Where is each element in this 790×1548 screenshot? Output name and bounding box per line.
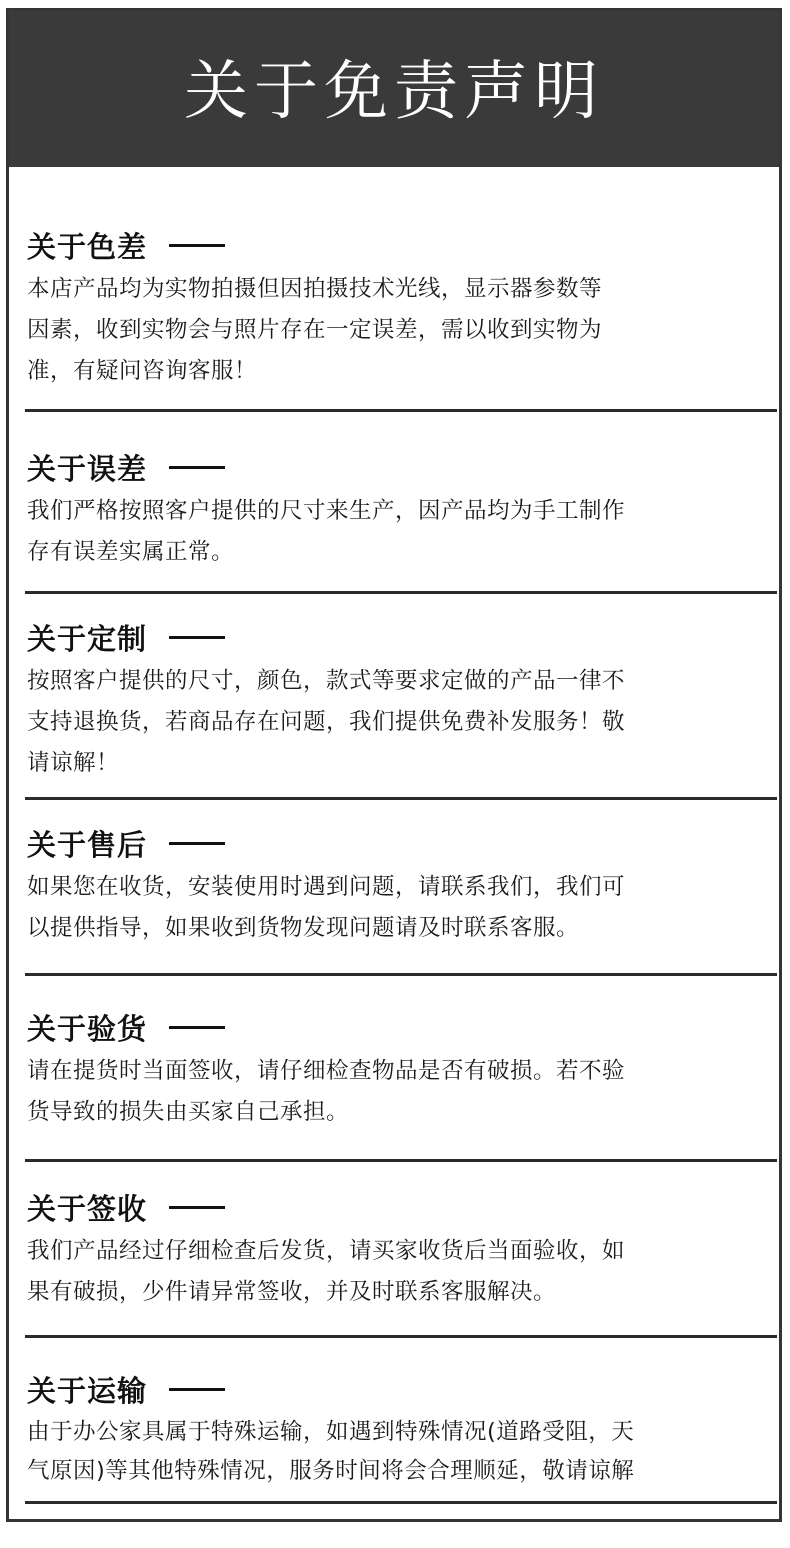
heading-dash: [169, 636, 225, 639]
heading-dash: [169, 1206, 225, 1209]
section-title: 关于签收: [27, 1191, 148, 1226]
section-body: 由于办公家具属于特殊运输，如遇到特殊情况(道路受阻，天 气原因)等其他特殊情况，服务时间将会合理顺延，敬请谅解: [27, 1419, 635, 1484]
section-title: 关于运输: [27, 1373, 148, 1408]
section-size-tolerance: [27, 447, 777, 573]
section-heading: [27, 225, 777, 265]
section-receipt: [27, 1187, 777, 1313]
section-heading: [27, 1007, 777, 1047]
section-divider: [25, 409, 777, 412]
section-divider: [25, 1159, 777, 1162]
section-heading: [27, 447, 777, 487]
section-divider: [25, 591, 777, 594]
heading-dash: [169, 1026, 225, 1029]
section-shipping: [27, 1369, 777, 1491]
section-body: 我们严格按照客户提供的尺寸来生产，因产品均为手工制作 存有误差实属正常。: [27, 498, 626, 565]
section-heading: [27, 617, 777, 657]
section-divider: [25, 1501, 777, 1504]
section-divider: [25, 1335, 777, 1338]
section-title: 关于误差: [27, 451, 148, 486]
section-body: 本店产品均为实物拍摄但因拍摄技术光线，显示器参数等 因素，收到实物会与照片存在一定误差，需以收到实物为 准，有疑问咨询客服！: [27, 276, 603, 384]
page-title: 关于免责声明: [184, 55, 604, 129]
heading-dash: [169, 842, 225, 845]
section-divider: [25, 973, 777, 976]
section-divider: [25, 797, 777, 800]
header-banner: [9, 11, 779, 167]
section-heading: [27, 1369, 777, 1409]
section-customization: [27, 617, 777, 784]
section-after-sales: [27, 823, 777, 949]
section-title: 关于售后: [27, 827, 148, 862]
section-body: 按照客户提供的尺寸，颜色，款式等要求定做的产品一律不 支持退换货，若商品存在问题，我们提供免费补发服务！敬 请谅解！: [27, 668, 626, 776]
section-title: 关于定制: [27, 621, 148, 656]
section-body: 如果您在收货，安装使用时遇到问题，请联系我们，我们可 以提供指导，如果收到货物发现问题请及时联系客服。: [27, 874, 626, 941]
heading-dash: [169, 466, 225, 469]
section-inspection: [27, 1007, 777, 1133]
heading-dash: [169, 1388, 225, 1391]
heading-dash: [169, 244, 225, 247]
section-heading: [27, 1187, 777, 1227]
section-color-difference: [27, 225, 777, 392]
section-body: 我们产品经过仔细检查后发货，请买家收货后当面验收，如 果有破损，少件请异常签收，并及时联系客服解决。: [27, 1238, 626, 1305]
disclaimer-frame: [6, 8, 782, 1522]
section-heading: [27, 823, 777, 863]
section-title: 关于色差: [27, 229, 148, 264]
section-body: 请在提货时当面签收，请仔细检查物品是否有破损。若不验 货导致的损失由买家自己承担。: [27, 1058, 626, 1125]
section-title: 关于验货: [27, 1011, 148, 1046]
